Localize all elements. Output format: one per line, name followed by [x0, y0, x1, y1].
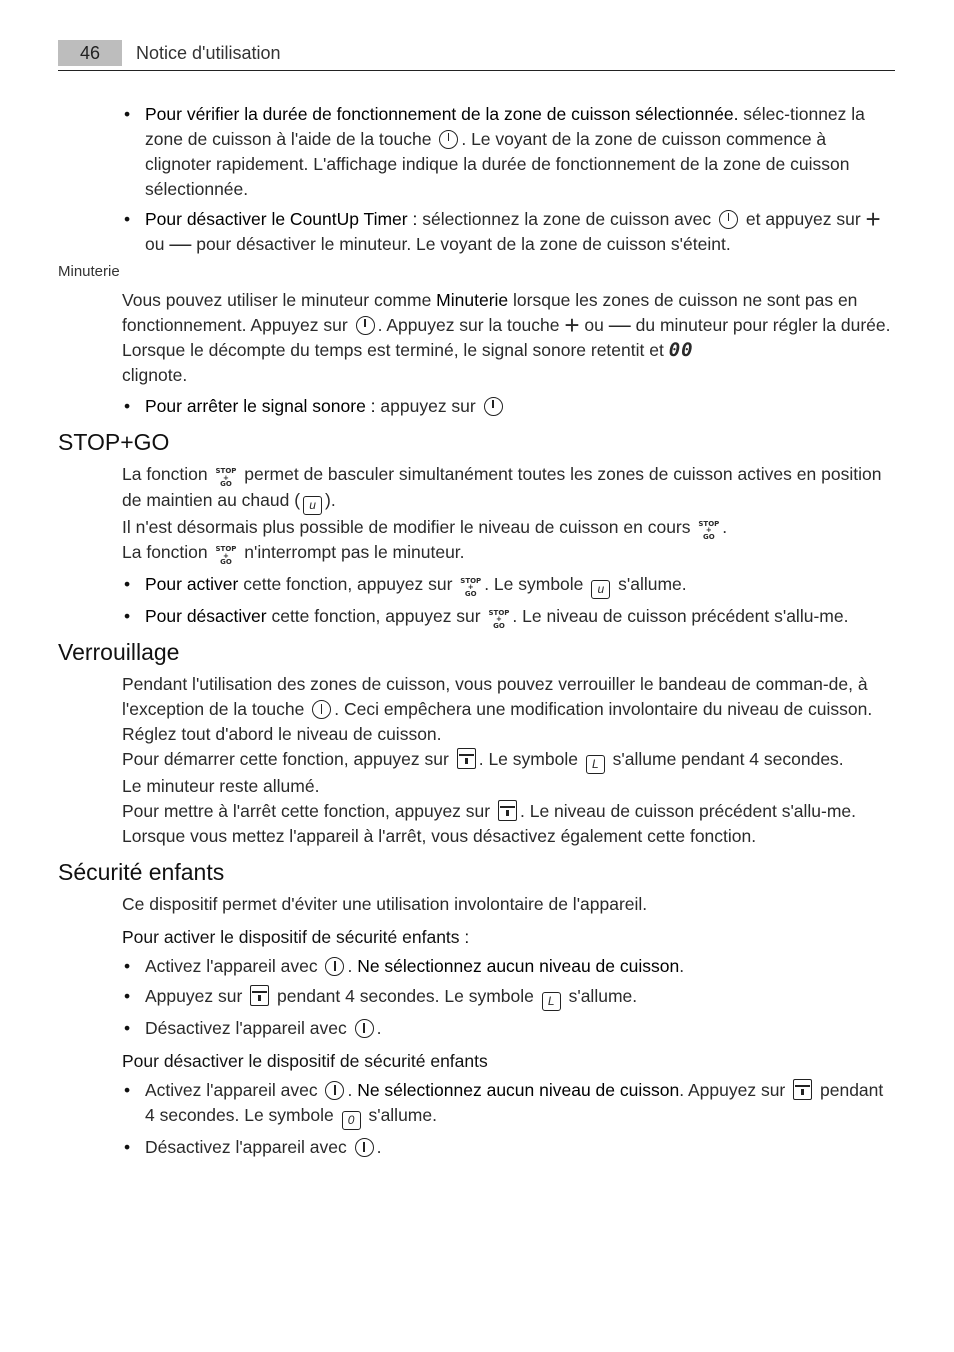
minus-icon: — — [169, 231, 192, 256]
list-item — [122, 1016, 895, 1041]
power-icon — [325, 1081, 344, 1100]
lock-icon — [250, 985, 269, 1006]
bullet-text: pendant 4 secondes. Le symbole — [145, 1080, 884, 1125]
bullet-lead: Pour arrêter le signal sonore : — [145, 396, 376, 416]
icon-label: GO — [464, 589, 477, 598]
minus-icon: — — [608, 312, 631, 337]
securite-activate-title: Pour activer le dispositif de sécurité enfants : — [122, 927, 470, 947]
bullet-text: Activez l'appareil avec — [145, 1080, 318, 1100]
bullet-text: . — [347, 956, 358, 976]
power-icon — [325, 957, 344, 976]
icon-label: + — [223, 473, 229, 482]
stopgo-icon — [489, 610, 510, 630]
securite-paragraph: Ce dispositif permet d'éviter une utilisation involontaire de l'appareil. — [122, 894, 648, 914]
lock-icon — [498, 800, 517, 821]
plus-icon: + — [564, 310, 580, 340]
section-title-stopgo: STOP+GO — [58, 429, 170, 455]
icon-label: STOP — [215, 545, 237, 553]
text: . Ceci empêchera une modification involontaire du niveau de cuisson. — [334, 699, 873, 719]
section-title-verrouillage: Verrouillage — [58, 639, 180, 665]
list-item — [122, 954, 895, 979]
stopgo-list — [122, 572, 895, 630]
plus-icon: + — [865, 204, 881, 234]
list-item — [122, 572, 895, 599]
bullet-text: ou — [145, 234, 165, 254]
bullet-text: . Le niveau de cuisson précédent s'allu-me. — [512, 605, 849, 626]
lock-symbol: L — [586, 755, 605, 774]
stopgo-icon — [460, 578, 481, 598]
bullet-text: . — [347, 1080, 358, 1100]
bullet-text: appuyez sur — [375, 396, 476, 416]
icon-label: + — [705, 526, 712, 534]
bullet-text: . Le voyant de la zone de cuisson commence à clignoter rapidement. L'affichage indique la durée de fonctionnement de la zone de cuisson sélectionnée. — [145, 129, 850, 199]
bullet-text: s'allume. — [363, 1105, 437, 1125]
text: . — [722, 516, 728, 537]
text: permet de basculer simultanément toutes les zones de cuisson actives en position de maintien au chaud ( — [122, 464, 882, 510]
bullet-lead: Pour désactiver le CountUp Timer : — [145, 209, 418, 229]
page-number: 46 — [58, 40, 122, 66]
bullet-text: et appuyez sur — [741, 209, 861, 229]
bullet-text: . Appuyez sur — [679, 1080, 786, 1100]
text: Pour démarrer cette fonction, appuyez sur — [122, 749, 449, 769]
minuterie-list — [122, 394, 895, 419]
list-item — [122, 984, 895, 1011]
timer-icon — [439, 130, 458, 149]
text: Lorsque vous mettez l'appareil à l'arrêt, vous désactivez également cette fonction. — [122, 826, 757, 846]
text: . Le symbole — [478, 749, 578, 769]
icon-label: STOP — [488, 608, 510, 617]
bullet-text: Activez l'appareil avec — [145, 956, 318, 976]
lock-symbol: L — [542, 992, 561, 1011]
stopgo-icon — [698, 521, 719, 541]
list-item — [122, 394, 895, 419]
bullet-lead: Pour vérifier la durée de fonctionnement de la zone de cuisson sélectionnée. — [145, 104, 739, 124]
bullet-text: sélectionnez la zone de cuisson avec — [417, 209, 712, 229]
bullet-lead: Pour activer — [145, 573, 239, 594]
bullet-text: cette fonction, appuyez sur — [238, 573, 453, 594]
bullet-text: . — [376, 1018, 382, 1038]
text: Réglez tout d'abord le niveau de cuisson. — [122, 724, 442, 744]
text: . Appuyez sur la touche — [377, 315, 560, 335]
bullet-text: sélec-tionnez la zone de cuisson à l'aide de la touche — [145, 104, 865, 149]
main-content — [58, 102, 895, 1166]
bullet-text: Désactivez l'appareil avec — [145, 1018, 347, 1038]
page-header — [58, 38, 895, 71]
icon-label: + — [467, 583, 474, 591]
icon-label: GO — [702, 532, 715, 541]
icon-label: STOP — [460, 576, 482, 585]
bullet-text: Ne sélectionnez aucun niveau de cuisson — [357, 1080, 680, 1100]
text: n'interrompt pas le minuteur. — [239, 542, 465, 562]
securite-activate-list — [122, 954, 895, 1041]
text: ). — [325, 489, 336, 510]
list-item — [122, 204, 895, 257]
timer-icon — [356, 316, 375, 335]
icon-label: STOP — [215, 467, 237, 475]
text: Il n'est désormais plus possible de modifier le niveau de cuisson en cours — [122, 516, 691, 537]
bullet-text: s'allume. — [613, 573, 687, 594]
bullet-text: pendant 4 secondes. Le symbole — [272, 986, 534, 1006]
bullet-text: . — [679, 956, 685, 976]
text: . Le niveau de cuisson précédent s'allu-me. — [519, 801, 857, 821]
text: lorsque les zones de cuisson ne sont pas en fonctionnement. Appuyez sur — [122, 290, 858, 335]
power-icon — [355, 1138, 374, 1157]
bullet-text: cette fonction, appuyez sur — [266, 605, 481, 626]
text: Pour mettre à l'arrêt cette fonction, appuyez sur — [122, 801, 491, 821]
text: du minuteur pour régler la durée. Lorsque le décompte du temps est terminé, le signal sonore retentit et — [122, 315, 891, 360]
section-title-securite: Sécurité enfants — [58, 859, 225, 885]
bullet-text: pour désactiver le minuteur. Le voyant de la zone de cuisson s'éteint. — [191, 234, 731, 254]
icon-label: GO — [493, 621, 505, 630]
bullet-text: Appuyez sur — [145, 986, 243, 1006]
bullet-lead: Pour désactiver — [145, 605, 267, 626]
timer-icon — [484, 397, 503, 416]
list-item — [122, 604, 895, 630]
stopgo-icon — [216, 468, 237, 488]
verrouillage-paragraph — [122, 672, 895, 849]
keep-warm-symbol: u — [591, 580, 610, 599]
zero-symbol: 0 — [342, 1111, 361, 1130]
icon-label: GO — [220, 558, 232, 566]
text: ou — [579, 315, 604, 335]
display-digits: 00 — [668, 339, 694, 361]
power-icon — [312, 700, 331, 719]
bullet-text: s'allume. — [563, 986, 638, 1006]
icon-label: STOP — [698, 519, 720, 528]
securite-deactivate-title: Pour désactiver le dispositif de sécurité enfants — [122, 1051, 488, 1071]
text: Vous pouvez utiliser le minuteur comme — [122, 290, 437, 310]
lock-icon — [457, 748, 476, 769]
text: Pendant l'utilisation des zones de cuisson, vous pouvez verrouiller le bandeau de comman-de, à l'exception de la touche — [122, 674, 868, 719]
list-item — [122, 1135, 895, 1160]
intro-list — [122, 102, 895, 257]
lock-icon — [793, 1079, 812, 1100]
minuterie-paragraph — [122, 288, 895, 388]
stopgo-icon — [216, 546, 237, 566]
header-title: Notice d'utilisation — [136, 43, 281, 63]
icon-label: GO — [220, 480, 232, 488]
icon-label: + — [223, 551, 229, 560]
icon-label: + — [496, 615, 502, 623]
bullet-text: Désactivez l'appareil avec — [145, 1137, 347, 1157]
text: clignote. — [122, 365, 188, 385]
text: La fonction — [122, 464, 208, 484]
text: Le minuteur reste allumé. — [122, 776, 320, 796]
text: La fonction — [122, 542, 208, 562]
securite-deactivate-list — [122, 1078, 895, 1160]
bullet-text: . — [376, 1137, 382, 1157]
timer-icon — [719, 210, 738, 229]
bullet-text: Ne sélectionnez aucun niveau de cuisson — [357, 956, 680, 976]
text: s'allume pendant 4 secondes. — [607, 749, 844, 769]
list-item — [122, 102, 895, 202]
stopgo-paragraph — [122, 462, 895, 566]
text: Minuterie — [436, 290, 509, 310]
list-item — [122, 1078, 895, 1130]
bullet-text: . Le symbole — [484, 573, 584, 594]
power-icon — [355, 1019, 374, 1038]
minuterie-label: Minuterie — [58, 263, 120, 280]
keep-warm-symbol: u — [303, 496, 322, 515]
